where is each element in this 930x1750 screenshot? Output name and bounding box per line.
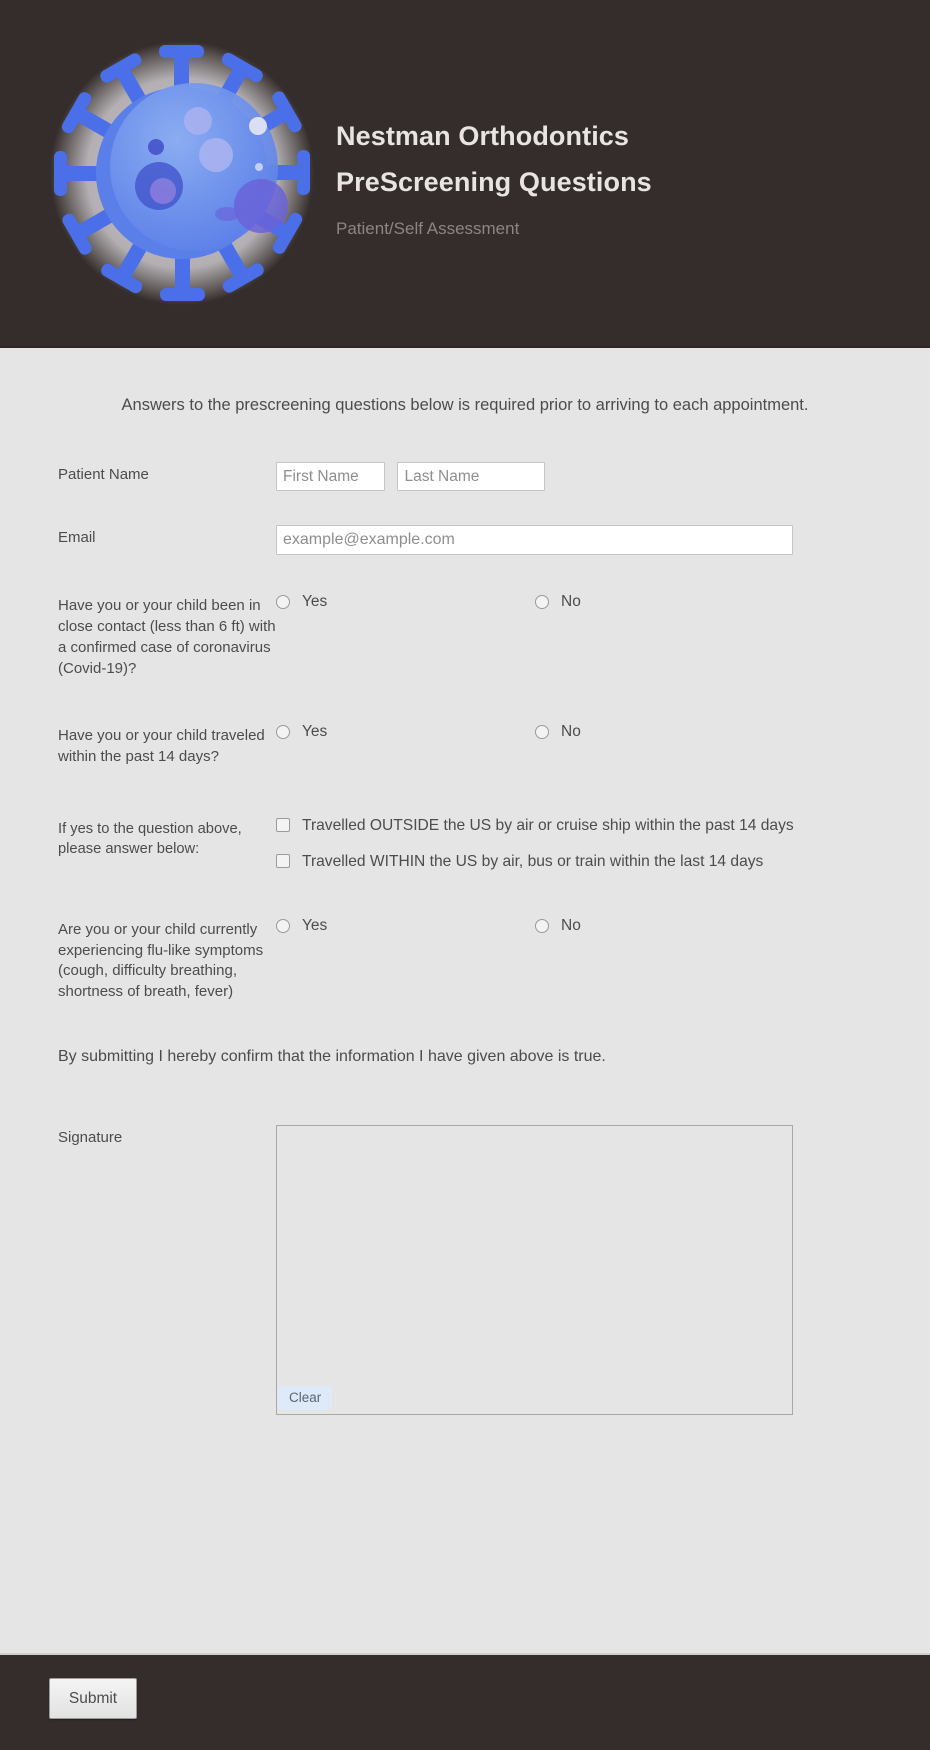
question-1-option-no[interactable] xyxy=(535,593,581,611)
question-1-label: Have you or your child been in close contact (less than 6 ft) with a confirmed case of coronavirus (Covid-19)? xyxy=(58,597,276,677)
radio-icon[interactable] xyxy=(535,595,549,609)
radio-icon[interactable] xyxy=(276,919,290,933)
question-2-option-yes[interactable] xyxy=(276,723,535,741)
question-2-label: Have you or your child traveled within the past 14 days? xyxy=(58,727,265,765)
row-email xyxy=(0,525,930,555)
intro-text: Answers to the prescreening questions below is required prior to arriving to each appointment. xyxy=(121,396,809,414)
question-4-option-no[interactable] xyxy=(535,917,581,935)
checkbox-icon[interactable] xyxy=(276,818,290,832)
email-label: Email xyxy=(58,529,96,547)
question-3-checkbox-outside[interactable] xyxy=(276,816,796,837)
question-3-options xyxy=(276,816,816,873)
page-footer xyxy=(0,1653,930,1750)
row-question-3 xyxy=(0,816,930,873)
radio-icon[interactable] xyxy=(276,595,290,609)
row-patient-name xyxy=(0,462,930,491)
question-4-label: Are you or your child currently experiencing flu-like symptoms (cough, difficulty breathing, shortness of breath, fever) xyxy=(58,921,264,1001)
email-input[interactable] xyxy=(276,525,793,555)
question-3-label: If yes to the question above, please answer below: xyxy=(58,820,242,857)
question-1-options xyxy=(276,593,872,611)
signature-label: Signature xyxy=(58,1128,123,1146)
row-question-1 xyxy=(0,593,930,679)
question-1-option-yes[interactable] xyxy=(276,593,535,611)
option-label: Yes xyxy=(302,723,328,741)
consent-text: By submitting I hereby confirm that the information I have given above is true. xyxy=(58,1047,606,1065)
question-4-option-yes[interactable] xyxy=(276,917,535,935)
option-label: Yes xyxy=(302,917,328,935)
question-3-checkbox-within[interactable] xyxy=(276,852,796,873)
radio-icon[interactable] xyxy=(276,725,290,739)
page-header xyxy=(0,0,930,348)
question-2-option-no[interactable] xyxy=(535,723,581,741)
row-signature xyxy=(0,1125,930,1415)
radio-icon[interactable] xyxy=(535,919,549,933)
page-title-line2: PreScreening Questions xyxy=(336,167,652,198)
email-field-wrap xyxy=(276,525,872,555)
page-title-line1: Nestman Orthodontics xyxy=(336,120,630,151)
checkbox-icon[interactable] xyxy=(276,854,290,868)
form-body xyxy=(0,348,930,1415)
signature-canvas[interactable] xyxy=(276,1125,793,1415)
question-4-options xyxy=(276,917,872,935)
last-name-input[interactable] xyxy=(397,462,545,491)
question-2-options xyxy=(276,723,872,741)
option-label: Travelled WITHIN the US by air, bus or train within the last 14 days xyxy=(302,853,764,871)
clear-signature-button[interactable]: Clear xyxy=(278,1386,332,1410)
first-name-input[interactable] xyxy=(276,462,385,491)
option-label: No xyxy=(561,917,581,935)
signature-field xyxy=(276,1125,872,1415)
row-question-4 xyxy=(0,917,930,1003)
page-subtitle: Patient/Self Assessment xyxy=(336,218,520,238)
radio-icon[interactable] xyxy=(535,725,549,739)
header-text-block xyxy=(336,107,652,239)
option-label: No xyxy=(561,593,581,611)
patient-name-label: Patient Name xyxy=(58,466,149,484)
submit-button[interactable]: Submit xyxy=(49,1678,137,1719)
option-label: No xyxy=(561,723,581,741)
option-label: Yes xyxy=(302,593,328,611)
option-label: Travelled OUTSIDE the US by air or cruise ship within the past 14 days xyxy=(302,816,794,834)
coronavirus-icon xyxy=(46,39,318,307)
row-question-2 xyxy=(0,723,930,767)
patient-name-fields xyxy=(276,462,872,491)
form-rows xyxy=(0,462,930,1414)
